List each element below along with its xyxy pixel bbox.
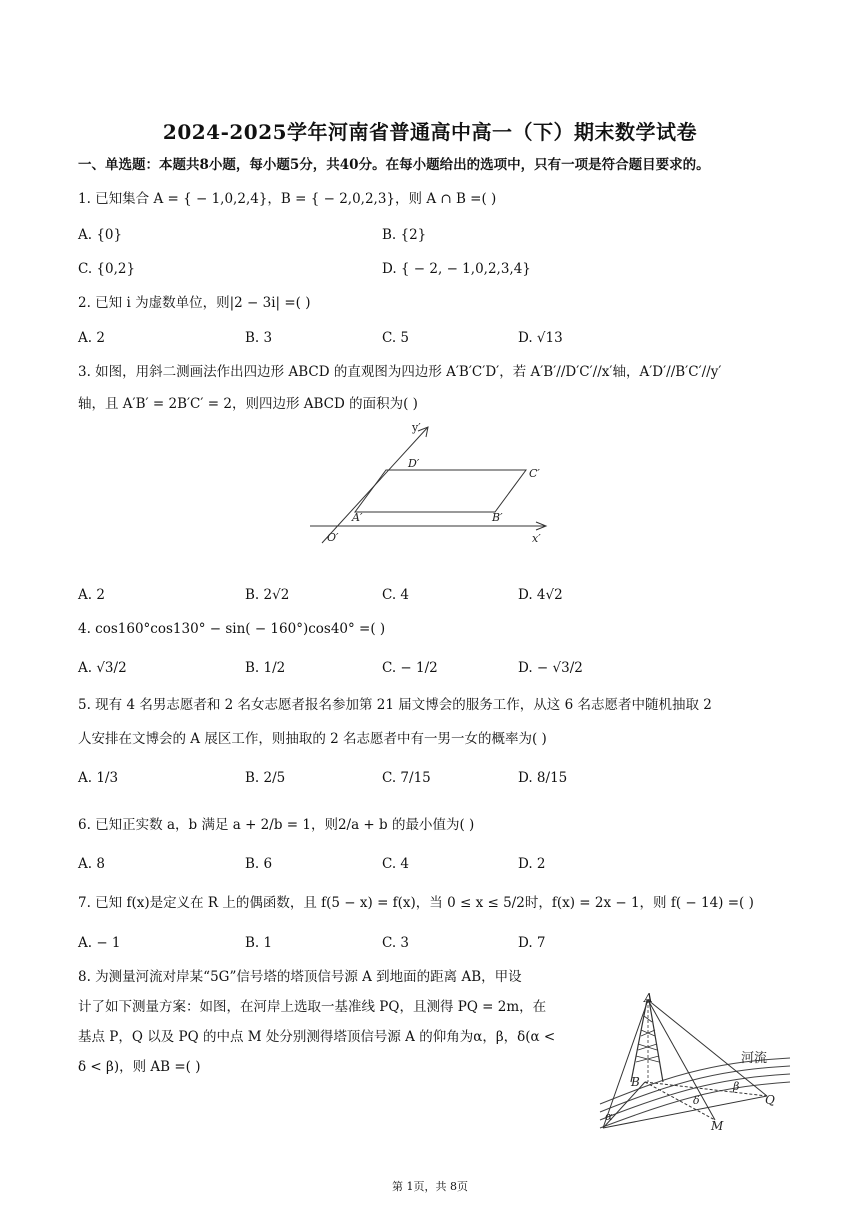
question-3-figure xyxy=(300,415,560,550)
question-5-option-c: C. 7/15 xyxy=(382,770,431,786)
question-3-option-c: C. 4 xyxy=(382,587,410,603)
question-1-stem: 1. 已知集合 A = { − 1,0,2,4}，B = { − 2,0,2,3}，则 A ∩ B =( ) xyxy=(78,191,497,207)
question-8-figure xyxy=(595,992,795,1132)
question-4-option-b: B. 1/2 xyxy=(245,660,286,676)
question-6-stem: 6. 已知正实数 a，b 满足 a + 2/b = 1，则2/a + b 的最小值为( ) xyxy=(78,817,475,833)
question-6-option-d: D. 2 xyxy=(518,856,546,872)
figure-label-delta: δ xyxy=(693,1094,700,1107)
question-3-stem-line-1: 3. 如图，用斜二测画法作出四边形 ABCD 的直观图为四边形 A′B′C′D′，若 A′B′//D′C′//x′轴，A′D′//B′C′//y′ xyxy=(78,364,722,380)
figure-label-d: D′ xyxy=(408,457,420,470)
question-2-option-b: B. 3 xyxy=(245,330,273,346)
figure-label-m: M xyxy=(711,1119,724,1132)
figure-label-a-top: A xyxy=(644,992,653,1005)
figure-label-origin: O′ xyxy=(327,531,339,544)
figure-label-river: 河流 xyxy=(741,1051,768,1066)
question-5-option-d: D. 8/15 xyxy=(518,770,568,786)
question-3-option-d: D. 4√2 xyxy=(518,587,563,603)
figure-label-q: Q xyxy=(765,1093,775,1107)
question-4-option-a: A. √3/2 xyxy=(78,660,127,676)
question-7-stem: 7. 已知 f(x)是定义在 R 上的偶函数，且 f(5 − x) = f(x)，当 0 ≤ x ≤ 5/2时，f(x) = 2x − 1，则 f( − 14) =( ) xyxy=(78,895,754,911)
question-1-option-b: B. {2} xyxy=(382,227,427,243)
figure-label-x-axis: x′ xyxy=(532,532,541,545)
question-7-option-b: B. 1 xyxy=(245,935,273,951)
question-2-option-d: D. √13 xyxy=(518,330,563,346)
question-5-option-b: B. 2/5 xyxy=(245,770,286,786)
question-1-option-c: C. {0,2} xyxy=(78,261,136,277)
figure-label-b: B′ xyxy=(492,511,503,524)
question-6-option-a: A. 8 xyxy=(78,856,105,872)
question-3-stem-line-2: 轴，且 A′B′ = 2B′C′ = 2，则四边形 ABCD 的面积为( ) xyxy=(78,396,418,412)
question-8-line-1: 8. 为测量河流对岸某“5G”信号塔的塔顶信号源 A 到地面的距离 AB，甲设 xyxy=(78,969,522,985)
page-title: 2024-2025学年河南省普通高中高一（下）期末数学试卷 xyxy=(162,120,698,144)
figure-label-c: C′ xyxy=(529,467,540,480)
figure-label-y-axis: y′ xyxy=(412,421,421,434)
question-5-stem-line-2: 人安排在文博会的 A 展区工作，则抽取的 2 名志愿者中有一男一女的概率为( ) xyxy=(78,731,547,747)
section-heading: 一、单选题：本题共8小题，每小题5分，共40分。在每小题给出的选项中，只有一项是符合题目要求的。 xyxy=(78,157,710,173)
question-7-option-d: D. 7 xyxy=(518,935,546,951)
question-2-stem: 2. 已知 i 为虚数单位，则|2 − 3i| =( ) xyxy=(78,295,311,311)
question-8-line-3: 基点 P，Q 以及 PQ 的中点 M 处分别测得塔顶信号源 A 的仰角为α，β，δ(α < xyxy=(78,1029,556,1045)
question-1-option-a: A. {0} xyxy=(78,227,123,243)
question-2-option-a: A. 2 xyxy=(78,330,105,346)
question-4-option-d: D. − √3/2 xyxy=(518,660,583,676)
question-3-option-b: B. 2√2 xyxy=(245,587,290,603)
question-7-option-c: C. 3 xyxy=(382,935,410,951)
figure-label-beta: β xyxy=(733,1080,740,1093)
question-2-option-c: C. 5 xyxy=(382,330,410,346)
question-4-stem: 4. cos160°cos130° − sin( − 160°)cos40° =( ) xyxy=(78,621,386,637)
question-3-option-a: A. 2 xyxy=(78,587,105,603)
question-8-line-4: δ < β)，则 AB =( ) xyxy=(78,1059,201,1075)
question-6-option-c: C. 4 xyxy=(382,856,410,872)
figure-label-b-base: B xyxy=(631,1075,640,1089)
page-footer: 第 1页，共 8页 xyxy=(392,1180,468,1193)
question-5-stem-line-1: 5. 现有 4 名男志愿者和 2 名女志愿者报名参加第 21 届文博会的服务工作，从这 6 名志愿者中随机抽取 2 xyxy=(78,697,712,713)
figure-label-alpha: α xyxy=(605,1110,613,1123)
question-7-option-a: A. − 1 xyxy=(78,935,121,951)
question-8-line-2: 计了如下测量方案：如图，在河岸上选取一基准线 PQ，且测得 PQ = 2m，在 xyxy=(78,999,547,1015)
question-1-option-d: D. { − 2, − 1,0,2,3,4} xyxy=(382,261,531,277)
question-6-option-b: B. 6 xyxy=(245,856,273,872)
figure-label-a: A′ xyxy=(352,511,363,524)
question-8-stem xyxy=(78,962,590,1082)
question-4-option-c: C. − 1/2 xyxy=(382,660,438,676)
question-5-option-a: A. 1/3 xyxy=(78,770,119,786)
